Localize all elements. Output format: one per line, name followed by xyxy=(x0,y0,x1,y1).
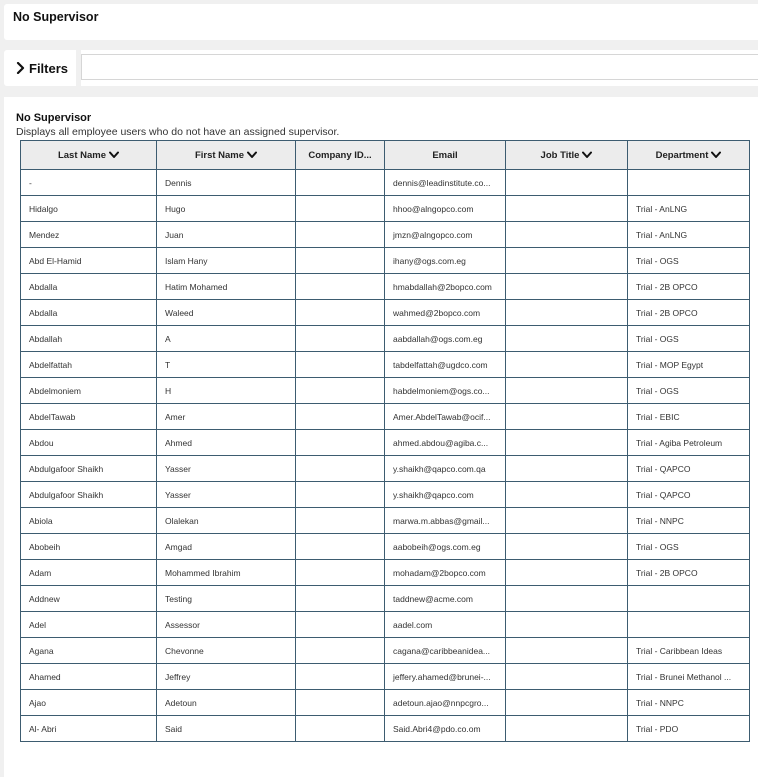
column-header-content xyxy=(432,150,457,161)
results-table xyxy=(20,140,750,742)
table-row[interactable] xyxy=(21,612,750,638)
cell-email: hmabdallah@2bopco.com xyxy=(385,274,506,300)
cell-first-name: Said xyxy=(157,716,296,742)
cell-email: tabdelfattah@ugdco.com xyxy=(385,352,506,378)
cell-department: Trial - 2B OPCO xyxy=(628,560,750,586)
table-row[interactable] xyxy=(21,482,750,508)
cell-email: adetoun.ajao@nnpcgro... xyxy=(385,690,506,716)
cell-email: cagana@caribbeanidea... xyxy=(385,638,506,664)
cell-last-name: Abd El-Hamid xyxy=(21,248,157,274)
cell-company-id xyxy=(296,612,385,638)
cell-company-id xyxy=(296,378,385,404)
cell-job-title xyxy=(506,170,628,196)
cell-job-title xyxy=(506,222,628,248)
chevron-down-icon[interactable] xyxy=(247,151,257,159)
column-header-label: Department xyxy=(655,149,709,161)
cell-job-title xyxy=(506,300,628,326)
cell-last-name: Al- Abri xyxy=(21,716,157,742)
cell-last-name: Abiola xyxy=(21,508,157,534)
cell-last-name: Abdalla xyxy=(21,274,157,300)
column-header-content xyxy=(308,150,371,161)
cell-department: Trial - Agiba Petroleum xyxy=(628,430,750,456)
cell-job-title xyxy=(506,378,628,404)
cell-department: Trial - OGS xyxy=(628,378,750,404)
cell-company-id xyxy=(296,482,385,508)
cell-email: aabobeih@ogs.com.eg xyxy=(385,534,506,560)
chevron-right-icon xyxy=(16,62,25,74)
cell-department: Trial - OGS xyxy=(628,248,750,274)
table-row[interactable] xyxy=(21,274,750,300)
table-body xyxy=(21,170,750,742)
cell-department xyxy=(628,170,750,196)
table-row[interactable] xyxy=(21,690,750,716)
filters-label: Filters xyxy=(29,60,69,76)
cell-job-title xyxy=(506,352,628,378)
column-header-label: First Name xyxy=(194,149,245,161)
cell-email: taddnew@acme.com xyxy=(385,586,506,612)
cell-email: aadel.com xyxy=(385,612,506,638)
cell-company-id xyxy=(296,638,385,664)
cell-first-name: Islam Hany xyxy=(157,248,296,274)
table-row[interactable] xyxy=(21,378,750,404)
cell-job-title xyxy=(506,716,628,742)
cell-email: marwa.m.abbas@gmail... xyxy=(385,508,506,534)
cell-company-id xyxy=(296,196,385,222)
cell-company-id xyxy=(296,664,385,690)
cell-last-name: Addnew xyxy=(21,586,157,612)
cell-email: Amer.AbdelTawab@ocif... xyxy=(385,404,506,430)
cell-last-name: Ahamed xyxy=(21,664,157,690)
cell-department xyxy=(628,612,750,638)
cell-company-id xyxy=(296,690,385,716)
cell-job-title xyxy=(506,456,628,482)
column-header-label: Email xyxy=(432,149,458,161)
cell-last-name: Abdelmoniem xyxy=(21,378,157,404)
cell-last-name: Mendez xyxy=(21,222,157,248)
cell-job-title xyxy=(506,326,628,352)
cell-email: wahmed@2bopco.com xyxy=(385,300,506,326)
column-header-label: Company ID... xyxy=(308,149,372,161)
table-row[interactable] xyxy=(21,664,750,690)
filters-bar xyxy=(4,50,758,86)
report-title: No Supervisor xyxy=(16,112,92,124)
cell-job-title xyxy=(506,534,628,560)
column-header-email[interactable] xyxy=(385,141,506,170)
cell-first-name: Yasser xyxy=(157,456,296,482)
cell-department: Trial - 2B OPCO xyxy=(628,274,750,300)
cell-job-title xyxy=(506,586,628,612)
chevron-down-icon[interactable] xyxy=(711,151,721,159)
cell-department: Trial - AnLNG xyxy=(628,196,750,222)
column-header-company-id[interactable] xyxy=(296,141,385,170)
cell-company-id xyxy=(296,508,385,534)
cell-first-name: Adetoun xyxy=(157,690,296,716)
column-header-job-title[interactable] xyxy=(506,141,628,170)
cell-email: ihany@ogs.com.eg xyxy=(385,248,506,274)
cell-email: ahmed.abdou@agiba.c... xyxy=(385,430,506,456)
table-header-row xyxy=(21,141,750,170)
header-panel xyxy=(4,4,758,40)
filters-input[interactable] xyxy=(81,54,758,80)
cell-department: Trial - EBIC xyxy=(628,404,750,430)
table-row[interactable] xyxy=(21,534,750,560)
cell-first-name: Amgad xyxy=(157,534,296,560)
column-header-content xyxy=(195,150,257,161)
cell-email: jeffery.ahamed@brunei-... xyxy=(385,664,506,690)
cell-last-name: Abdulgafoor Shaikh xyxy=(21,482,157,508)
cell-job-title xyxy=(506,638,628,664)
cell-last-name: Agana xyxy=(21,638,157,664)
cell-company-id xyxy=(296,274,385,300)
cell-last-name: Abobeih xyxy=(21,534,157,560)
table-row[interactable] xyxy=(21,248,750,274)
cell-job-title xyxy=(506,508,628,534)
cell-job-title xyxy=(506,612,628,638)
cell-company-id xyxy=(296,456,385,482)
cell-job-title xyxy=(506,664,628,690)
table-row[interactable] xyxy=(21,326,750,352)
cell-email: habdelmoniem@ogs.co... xyxy=(385,378,506,404)
cell-email: dennis@leadinstitute.co... xyxy=(385,170,506,196)
cell-department: Trial - 2B OPCO xyxy=(628,300,750,326)
table-row[interactable] xyxy=(21,586,750,612)
cell-company-id xyxy=(296,248,385,274)
cell-email: y.shaikh@qapco.com xyxy=(385,482,506,508)
cell-last-name: Abdou xyxy=(21,430,157,456)
cell-first-name: Assessor xyxy=(157,612,296,638)
cell-first-name: Dennis xyxy=(157,170,296,196)
cell-company-id xyxy=(296,586,385,612)
table-row[interactable] xyxy=(21,560,750,586)
cell-first-name: Amer xyxy=(157,404,296,430)
cell-company-id xyxy=(296,560,385,586)
cell-last-name: Abdalla xyxy=(21,300,157,326)
cell-company-id xyxy=(296,326,385,352)
table-row[interactable] xyxy=(21,196,750,222)
cell-first-name: Juan xyxy=(157,222,296,248)
cell-company-id xyxy=(296,222,385,248)
cell-last-name: Hidalgo xyxy=(21,196,157,222)
table-row[interactable] xyxy=(21,404,750,430)
cell-department: Trial - QAPCO xyxy=(628,456,750,482)
cell-first-name: Jeffrey xyxy=(157,664,296,690)
cell-first-name: Olalekan xyxy=(157,508,296,534)
cell-job-title xyxy=(506,404,628,430)
cell-first-name: Chevonne xyxy=(157,638,296,664)
table-row[interactable] xyxy=(21,352,750,378)
column-header-label: Last Name xyxy=(57,149,107,161)
cell-department: Trial - Caribbean Ideas xyxy=(628,638,750,664)
cell-company-id xyxy=(296,352,385,378)
cell-company-id xyxy=(296,170,385,196)
cell-job-title xyxy=(506,560,628,586)
cell-last-name: Abdelfattah xyxy=(21,352,157,378)
column-header-content xyxy=(58,150,119,161)
cell-department xyxy=(628,586,750,612)
cell-department: Trial - OGS xyxy=(628,534,750,560)
cell-department: Trial - AnLNG xyxy=(628,222,750,248)
cell-first-name: Hugo xyxy=(157,196,296,222)
cell-company-id xyxy=(296,430,385,456)
table-row[interactable] xyxy=(21,430,750,456)
cell-email: y.shaikh@qapco.com.qa xyxy=(385,456,506,482)
cell-department: Trial - NNPC xyxy=(628,690,750,716)
cell-department: Trial - MOP Egypt xyxy=(628,352,750,378)
cell-department: Trial - OGS xyxy=(628,326,750,352)
cell-first-name: Yasser xyxy=(157,482,296,508)
cell-last-name: Abdallah xyxy=(21,326,157,352)
cell-department: Trial - NNPC xyxy=(628,508,750,534)
column-header-label: Job Title xyxy=(540,149,580,161)
cell-last-name: Adam xyxy=(21,560,157,586)
table-row[interactable] xyxy=(21,222,750,248)
cell-job-title xyxy=(506,248,628,274)
cell-first-name: Hatim Mohamed xyxy=(157,274,296,300)
cell-company-id xyxy=(296,404,385,430)
cell-last-name: Ajao xyxy=(21,690,157,716)
cell-first-name: Mohammed Ibrahim xyxy=(157,560,296,586)
cell-job-title xyxy=(506,482,628,508)
table-row[interactable] xyxy=(21,638,750,664)
table-row[interactable] xyxy=(21,300,750,326)
filters-toggle[interactable] xyxy=(4,50,76,86)
cell-first-name: Waleed xyxy=(157,300,296,326)
chevron-down-icon[interactable] xyxy=(582,151,592,159)
cell-last-name: - xyxy=(21,170,157,196)
cell-email: aabdallah@ogs.com.eg xyxy=(385,326,506,352)
cell-email: Said.Abri4@pdo.co.om xyxy=(385,716,506,742)
column-header-last-name[interactable] xyxy=(21,141,157,170)
cell-first-name: Testing xyxy=(157,586,296,612)
cell-job-title xyxy=(506,430,628,456)
cell-last-name: Abdulgafoor Shaikh xyxy=(21,456,157,482)
chevron-down-icon[interactable] xyxy=(109,151,119,159)
table-row[interactable] xyxy=(21,456,750,482)
cell-company-id xyxy=(296,716,385,742)
cell-company-id xyxy=(296,534,385,560)
cell-first-name: H xyxy=(157,378,296,404)
cell-first-name: T xyxy=(157,352,296,378)
table-row[interactable] xyxy=(21,716,750,742)
cell-email: jmzn@alngopco.com xyxy=(385,222,506,248)
cell-job-title xyxy=(506,196,628,222)
cell-email: mohadam@2bopco.com xyxy=(385,560,506,586)
report-description: Displays all employee users who do not have an assigned supervisor. xyxy=(16,126,340,138)
report-panel xyxy=(4,97,758,777)
page-title: No Supervisor xyxy=(13,10,99,24)
cell-email: hhoo@alngopco.com xyxy=(385,196,506,222)
cell-department: Trial - Brunei Methanol ... xyxy=(628,664,750,690)
cell-company-id xyxy=(296,300,385,326)
table-row[interactable] xyxy=(21,170,750,196)
column-header-content xyxy=(656,150,722,161)
table-row[interactable] xyxy=(21,508,750,534)
column-header-content xyxy=(541,150,593,161)
cell-job-title xyxy=(506,274,628,300)
cell-last-name: Adel xyxy=(21,612,157,638)
cell-first-name: Ahmed xyxy=(157,430,296,456)
cell-last-name: AbdelTawab xyxy=(21,404,157,430)
cell-department: Trial - PDO xyxy=(628,716,750,742)
column-header-first-name[interactable] xyxy=(157,141,296,170)
cell-department: Trial - QAPCO xyxy=(628,482,750,508)
cell-job-title xyxy=(506,690,628,716)
cell-first-name: A xyxy=(157,326,296,352)
column-header-department[interactable] xyxy=(628,141,750,170)
